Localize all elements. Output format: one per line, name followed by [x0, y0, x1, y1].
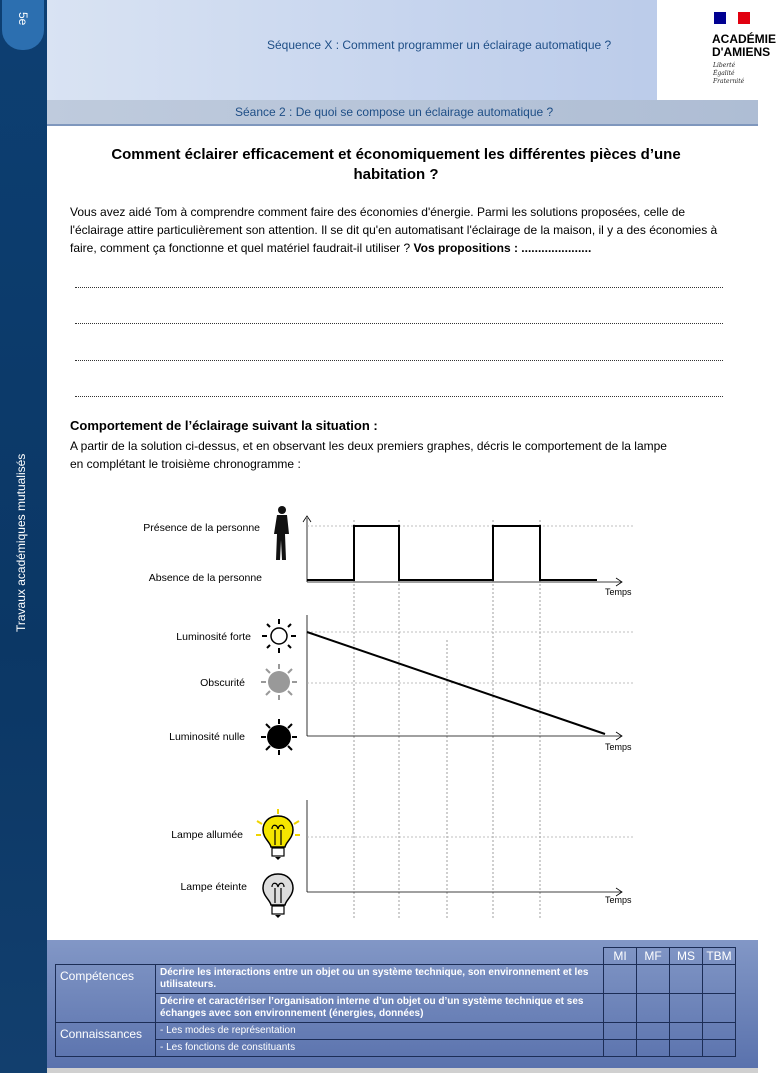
academy-logo	[657, 0, 776, 100]
presence-label: Présence de la personne	[143, 522, 260, 534]
bulb-off-icon	[263, 874, 293, 918]
main-title: Comment éclairer efficacement et économiquement les différentes pièces d’une habitation ?	[111, 146, 681, 183]
level-label: 5e	[16, 12, 30, 26]
absence-label: Absence de la personne	[148, 572, 262, 584]
level-mi: MI	[604, 948, 637, 965]
academy-name-line2: D'AMIENS	[712, 45, 771, 59]
category-connaissances: Connaissances	[56, 1023, 156, 1057]
knowledge-item: - Les modes de représentation	[156, 1023, 604, 1040]
behaviour-title: Comportement de l’éclairage suivant la situation :	[70, 418, 378, 433]
luminosity-zero-label: Luminosité nulle	[169, 731, 245, 743]
motto-line: Égalité	[713, 70, 735, 77]
time-label: Temps	[605, 742, 632, 752]
evaluation-cell[interactable]	[604, 994, 637, 1023]
academy-name-line1: ACADÉMIE	[712, 32, 776, 46]
sun-outline-icon	[262, 619, 296, 653]
evaluation-cell[interactable]	[670, 965, 703, 994]
evaluation-cell[interactable]	[604, 965, 637, 994]
evaluation-cell[interactable]	[637, 1023, 670, 1040]
level-ms: MS	[670, 948, 703, 965]
answer-line[interactable]	[75, 287, 723, 288]
competence-table-panel	[47, 940, 758, 1068]
propositions-dots: .....................	[521, 241, 592, 255]
intro-paragraph	[70, 203, 730, 257]
level-tbm: TBM	[703, 948, 736, 965]
evaluation-cell[interactable]	[637, 1040, 670, 1057]
propositions-prompt: Vos propositions :	[413, 241, 522, 255]
evaluation-cell[interactable]	[703, 994, 736, 1023]
competence-table	[55, 947, 736, 1057]
person-icon	[274, 506, 289, 560]
knowledge-item: - Les fonctions de constituants	[156, 1040, 604, 1057]
behaviour-text: A partir de la solution ci-dessus, et en observant les deux premiers graphes, décris le comportement de la lampe en complétant le troisième chronogramme :	[70, 439, 667, 471]
intro-text: Vous avez aidé Tom à comprendre comment faire des économies d'énergie. Parmi les solutions proposées, celle de l'éclairage attire particulièrement son attention. Il se dit qu'en automatisant l'éclairage de la maison, il y a des économies à faire, comment ça fonctionne et quel matériel faudrait-il utiliser ?	[70, 205, 718, 255]
evaluation-cell[interactable]	[670, 1040, 703, 1057]
motto-line: Fraternité	[713, 78, 745, 85]
evaluation-cell[interactable]	[703, 1040, 736, 1057]
sun-grey-icon	[261, 664, 297, 700]
page-bottom-edge	[47, 1068, 758, 1073]
evaluation-cell[interactable]	[637, 994, 670, 1023]
side-band	[0, 0, 47, 1073]
sun-black-icon	[261, 719, 297, 755]
motto-line: Liberté	[713, 62, 736, 69]
answer-line[interactable]	[75, 396, 723, 397]
lamp-off-label: Lampe éteinte	[180, 881, 247, 893]
luminosity-strong-label: Luminosité forte	[176, 631, 251, 643]
academy-name	[712, 33, 776, 59]
level-mf: MF	[637, 948, 670, 965]
side-label: Travaux académiques mutualisés	[14, 453, 28, 632]
evaluation-cell[interactable]	[670, 1023, 703, 1040]
lamp-on-label: Lampe allumée	[171, 829, 243, 841]
evaluation-cell[interactable]	[703, 965, 736, 994]
chronograms	[100, 500, 660, 930]
answer-line[interactable]	[75, 360, 723, 361]
evaluation-cell[interactable]	[604, 1023, 637, 1040]
competence-item: Décrire et caractériser l’organisation interne d’un objet ou d’un système technique et ses échanges avec son environnement (énergies, données)	[156, 994, 604, 1023]
bulb-on-icon	[256, 809, 300, 860]
competence-item: Décrire les interactions entre un objet ou un système technique, son environnement et les utilisateurs.	[156, 965, 604, 994]
evaluation-cell[interactable]	[670, 994, 703, 1023]
time-label: Temps	[605, 895, 632, 905]
answer-line[interactable]	[75, 323, 723, 324]
presence-signal	[307, 526, 597, 580]
time-label: Temps	[605, 587, 632, 597]
darkness-label: Obscurité	[200, 677, 245, 689]
session-bar	[47, 100, 758, 126]
header	[47, 0, 776, 100]
evaluation-cell[interactable]	[703, 1023, 736, 1040]
evaluation-cell[interactable]	[604, 1040, 637, 1057]
evaluation-cell[interactable]	[637, 965, 670, 994]
motto	[713, 62, 744, 86]
session-title: Séance 2 : De quoi se compose un éclairage automatique ?	[235, 105, 554, 119]
french-flag-icon	[714, 12, 750, 24]
sequence-title: Séquence X : Comment programmer un éclairage automatique ?	[267, 38, 612, 52]
category-competences: Compétences	[56, 965, 156, 1023]
